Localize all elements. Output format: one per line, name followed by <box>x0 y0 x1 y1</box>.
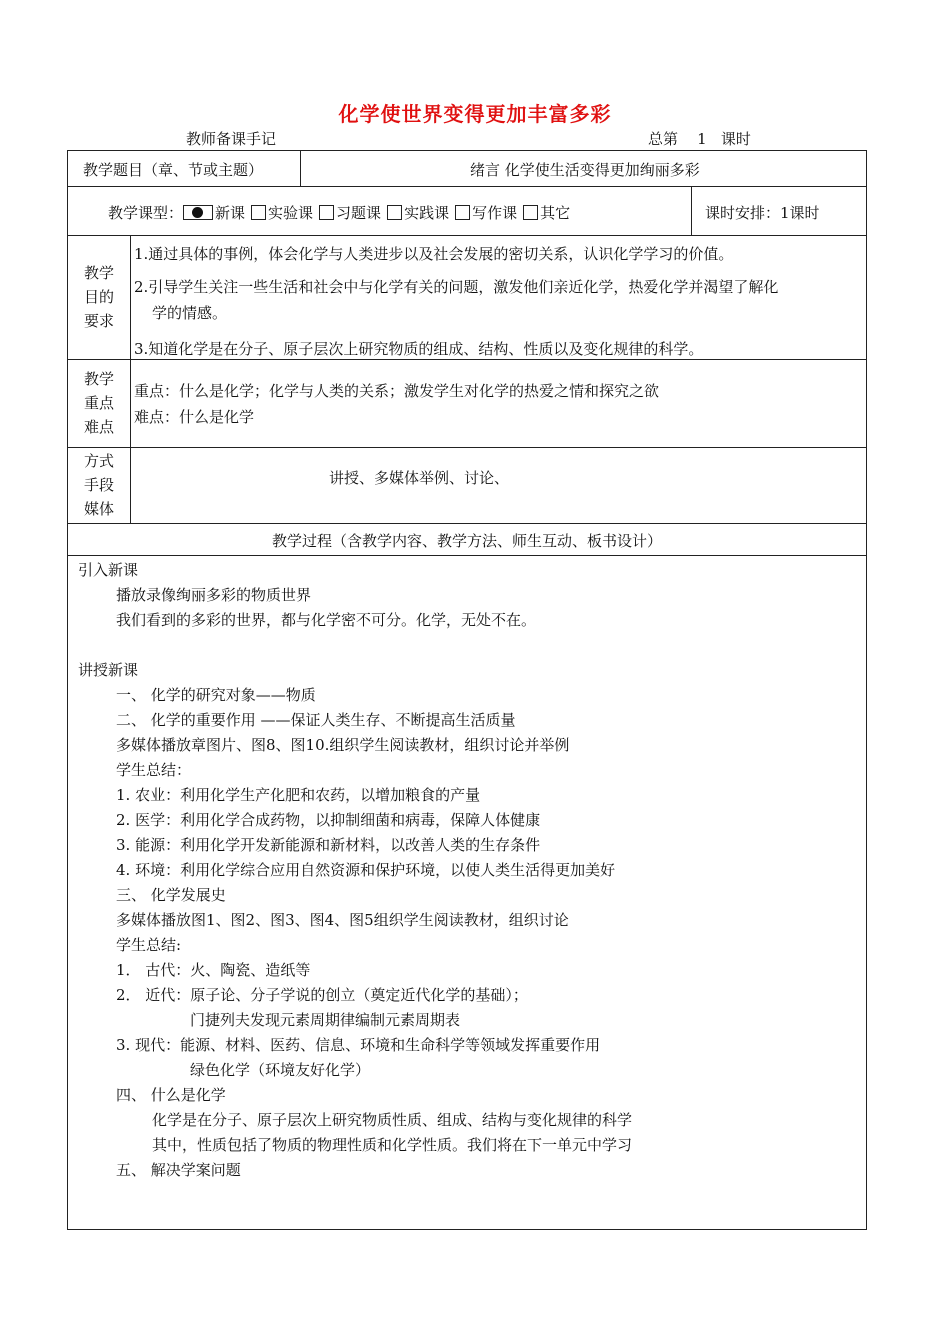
row-divider <box>68 555 866 556</box>
process-line: 多媒体播放章图片、图8、图10.组织学生阅读教材，组织讨论并举例 <box>116 736 570 754</box>
objectives-label-text: 目的 <box>83 288 114 306</box>
class-type-option: 写作课 <box>472 204 518 222</box>
list-item: 3. 能源：利用化学开发新能源和新材料，以改善人类的生存条件 <box>116 836 541 854</box>
row-divider <box>68 447 866 448</box>
process-line: 学生总结: <box>116 936 182 954</box>
lesson-count: 总第 1 课时 <box>648 130 751 148</box>
document-title: 化学使世界变得更加丰富多彩 <box>338 102 612 126</box>
class-type-checkbox-new[interactable] <box>183 205 213 220</box>
methods-value: 讲授、多媒体举例、讨论、 <box>329 469 510 487</box>
process-line: 多媒体播放图1、图2、图3、图4、图5组织学生阅读教材，组织讨论 <box>116 911 569 929</box>
list-item: 2． 近代：原子论、分子学说的创立（奠定近代化学的基础）； <box>116 986 528 1004</box>
section-heading: 四、 什么是化学 <box>116 1086 226 1104</box>
row-divider <box>68 186 866 187</box>
methods-label <box>68 449 130 521</box>
objective-item: 1.通过具体的事例，体会化学与人类进步以及社会发展的密切关系，认识化学学习的价值。 <box>134 245 734 263</box>
section-heading: 一、 化学的研究对象——物质 <box>116 686 316 704</box>
class-type-option: 习题课 <box>336 204 382 222</box>
col-divider <box>130 235 131 523</box>
keypoints-label-text: 重点 <box>83 394 114 412</box>
class-type-option: 实验课 <box>268 204 314 222</box>
keypoints-label-text: 教学 <box>83 370 114 388</box>
objectives-label <box>68 261 130 333</box>
section-heading: 二、 化学的重要作用 ——保证人类生存、不断提高生活质量 <box>116 711 516 729</box>
intro-line: 播放录像绚丽多彩的物质世界 <box>116 586 312 604</box>
class-type-option: 实践课 <box>404 204 450 222</box>
class-type-label: 教学课型： <box>108 204 184 222</box>
methods-label-text: 手段 <box>83 476 114 494</box>
section-heading: 三、 化学发展史 <box>116 886 226 904</box>
row-divider <box>68 359 866 360</box>
process-line: 化学是在分子、原子层次上研究物质性质、组成、结构与变化规律的科学 <box>152 1111 633 1129</box>
topic-value: 绪言 化学使生活变得更加绚丽多彩 <box>470 161 700 179</box>
objectives-label-text: 要求 <box>83 312 114 330</box>
col-divider <box>300 151 301 186</box>
list-item: 绿色化学（环境友好化学） <box>190 1061 371 1079</box>
class-type-row <box>108 202 570 223</box>
row-divider <box>68 523 866 524</box>
class-type-checkbox-writing[interactable] <box>455 205 470 220</box>
list-item: 门捷列夫发现元素周期律编制元素周期表 <box>190 1011 461 1029</box>
col-divider <box>691 186 692 235</box>
objective-item: 3.知道化学是在分子、原子层次上研究物质的组成、结构、性质以及变化规律的科学。 <box>134 340 704 358</box>
notebook-label: 教师备课手记 <box>186 130 277 148</box>
process-line: 其中，性质包括了物质的物理性质和化学性质。我们将在下一单元中学习 <box>152 1136 633 1154</box>
objectives-label-text: 教学 <box>83 264 114 282</box>
class-type-checkbox-other[interactable] <box>523 205 538 220</box>
keypoint-item: 重点：什么是化学；化学与人类的关系；激发学生对化学的热爱之情和探究之欲 <box>134 382 660 400</box>
list-item: 2. 医学：利用化学合成药物，以抑制细菌和病毒，保障人体健康 <box>116 811 541 829</box>
class-type-checkbox-lab[interactable] <box>251 205 266 220</box>
class-type-checkbox-exercise[interactable] <box>319 205 334 220</box>
keypoints-label <box>68 367 130 439</box>
objective-item: 学的情感。 <box>152 304 228 322</box>
class-type-checkbox-practice[interactable] <box>387 205 402 220</box>
process-header: 教学过程（含教学内容、教学方法、师生互动、板书设计） <box>271 532 662 550</box>
list-item: 1． 古代：火、陶瓷、造纸等 <box>116 961 311 979</box>
filled-dot-icon <box>192 207 203 218</box>
process-line: 学生总结： <box>116 761 192 779</box>
intro-line: 我们看到的多彩的世界，都与化学密不可分。化学，无处不在。 <box>116 611 537 629</box>
schedule: 课时安排：1课时 <box>705 204 820 222</box>
methods-label-text: 媒体 <box>83 500 114 518</box>
class-type-option: 新课 <box>215 204 246 222</box>
section-heading: 五、 解决学案问题 <box>116 1161 241 1179</box>
list-item: 3. 现代：能源、材料、医药、信息、环境和生命科学等领域发挥重要作用 <box>116 1036 601 1054</box>
intro-heading: 引入新课 <box>78 561 139 579</box>
lesson-plan-table <box>67 150 867 1230</box>
list-item: 1. 农业：利用化学生产化肥和农药，以增加粮食的产量 <box>116 786 481 804</box>
row-divider <box>68 235 866 236</box>
list-item: 4. 环境：利用化学综合应用自然资源和保护环境，以使人类生活得更加美好 <box>116 861 616 879</box>
methods-label-text: 方式 <box>83 452 114 470</box>
objective-item: 2.引导学生关注一些生活和社会中与化学有关的问题，激发他们亲近化学，热爱化学并渴望了解化 <box>134 278 779 296</box>
teach-heading: 讲授新课 <box>78 661 139 679</box>
keypoint-item: 难点：什么是化学 <box>134 408 255 426</box>
class-type-option: 其它 <box>540 204 571 222</box>
topic-label: 教学题目（章、节或主题） <box>83 161 264 179</box>
keypoints-label-text: 难点 <box>83 418 114 436</box>
